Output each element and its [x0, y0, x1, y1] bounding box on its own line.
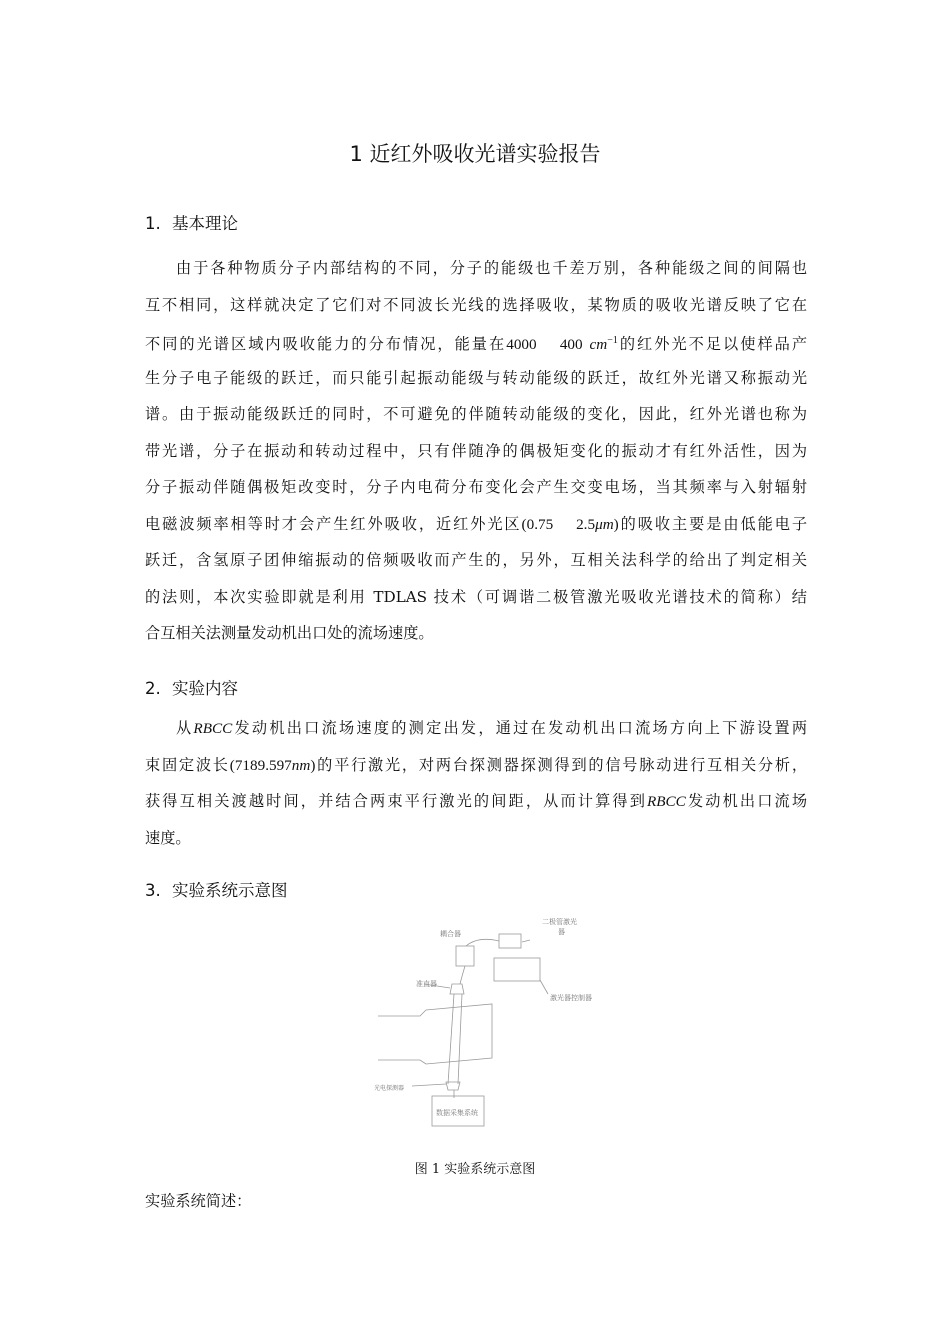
system-schematic — [370, 912, 610, 1132]
wavelength-range: (0.75 2.5 — [521, 515, 596, 533]
text-line: 互不相同，这样就决定了它们对不同波长光线的选择吸收，某物质的吸收光谱反映了它在 — [145, 295, 807, 314]
text-line — [145, 506, 807, 543]
section-title: 实验内容 — [172, 679, 238, 698]
text-line: 生分子电子能级的跃迁，而只能引起振动能级与转动能级的跃迁，故红外光谱又称振动光 — [145, 368, 807, 387]
laser-controller-box — [494, 958, 540, 981]
text-fragment: 发动机出口流场 — [685, 792, 808, 810]
coupler-label: 耦合器 — [440, 930, 461, 938]
coupler-box — [456, 946, 474, 966]
text-line: 带光谱，分子在振动和转动过程中，只有伴随净的偶极矩变化的振动才有红外活性，因为 — [145, 441, 807, 460]
wavelength-value: (7189.597 — [229, 756, 292, 774]
section-title: 实验系统示意图 — [172, 881, 288, 900]
wavenumber-unit: cm — [589, 336, 608, 354]
diode-laser-label-2: 器 — [558, 928, 565, 936]
collimator-shape — [450, 984, 464, 994]
text-line: 谱。由于振动能级跃迁的同时，不可避免的伴随转动能级的变化，因此，红外光谱也称为 — [145, 405, 807, 423]
rbcc-term: RBCC — [193, 720, 233, 737]
rbcc-term: RBCC — [647, 793, 686, 810]
diode-laser-box — [499, 934, 521, 948]
wavenumber-range: 4000 400 — [506, 336, 583, 354]
fiber-line — [466, 939, 499, 946]
text-line — [145, 710, 807, 747]
text-line: 跃迁，含氢原子团伸缩振动的倍频吸收而产生的，另外，互相关法科学的给出了判定相关 — [145, 551, 807, 569]
text-line — [145, 747, 807, 784]
fiber-line — [460, 966, 465, 984]
photodetector-label: 光电探测器 — [374, 1085, 405, 1092]
page-title: 1 近红外吸收光谱实验报告 — [349, 142, 601, 166]
unit-exponent: −1 — [607, 335, 618, 346]
daq-label: 数据采集系统 — [436, 1109, 478, 1117]
collimator-label: 准直器 — [416, 980, 437, 988]
diode-laser-label: 二极管激光 — [542, 918, 577, 926]
content-paragraph — [145, 710, 807, 856]
text-line — [145, 323, 807, 360]
leader-line — [540, 980, 548, 994]
text-line: 的法则，本次实验即就是利用 TDLAS 技术（可调谐二极管激光吸收光谱技术的简称）结 — [145, 587, 807, 606]
text-line: 速度。 — [145, 828, 191, 847]
section-number: 2. — [145, 679, 161, 698]
wavelength-unit: nm — [291, 756, 311, 774]
section-number: 3. — [145, 881, 161, 900]
text-fragment: 从 — [176, 719, 194, 737]
text-line: 合互相关法测量发动机出口处的流场速度。 — [145, 624, 434, 642]
text-fragment: 发动机出口流场速度的测定出发，通过在发动机出口流场方向上下游设置两 — [232, 719, 808, 737]
text-fragment: 的吸收主要是由低能电子 — [618, 514, 808, 533]
system-brief-label: 实验系统简述： — [145, 1192, 252, 1210]
engine-nozzle — [378, 1010, 426, 1064]
figure-caption: 图 1 实验系统示意图 — [414, 1162, 536, 1177]
text-fragment: 不同的光谱区域内吸收能力的分布情况，能量在 — [145, 335, 507, 354]
leader-line — [412, 1084, 446, 1086]
section-title: 基本理论 — [172, 214, 238, 233]
section-number: 1. — [145, 214, 161, 233]
wavelength-unit: μm — [595, 515, 614, 533]
schematic-drawing — [370, 912, 610, 1132]
section-heading-content — [145, 675, 238, 699]
text-line — [145, 783, 807, 820]
text-line: 分子振动伴随偶极矩改变时，分子内电荷分布变化会产生交变电场，当其频率与入射辐射 — [145, 478, 807, 496]
section-heading-diagram — [145, 877, 288, 901]
text-fragment: 束固定波长 — [145, 755, 230, 774]
laser-controller-label: 激光器控制器 — [550, 994, 592, 1002]
bracket: ) — [613, 515, 619, 533]
text-fragment: 的红外光不足以使样品产 — [617, 335, 808, 354]
leader-line — [522, 940, 530, 942]
text-fragment: 的平行激光，对两台探测器探测得到的信号脉动进行互相关分析， — [315, 755, 808, 774]
bracket: ) — [310, 756, 316, 774]
text-fragment: 电磁波频率相等时才会产生红外吸收，近红外光区 — [145, 514, 522, 533]
laser-beam — [458, 994, 462, 1084]
text-fragment: 获得互相关渡越时间，并结合两束平行激光的间距，从而计算得到 — [145, 792, 647, 810]
section-heading-theory — [145, 210, 238, 234]
theory-paragraph — [145, 250, 807, 652]
text-line: 由于各种物质分子内部结构的不同，分子的能级也千差万别，各种能级之间的间隔也 — [176, 259, 807, 277]
